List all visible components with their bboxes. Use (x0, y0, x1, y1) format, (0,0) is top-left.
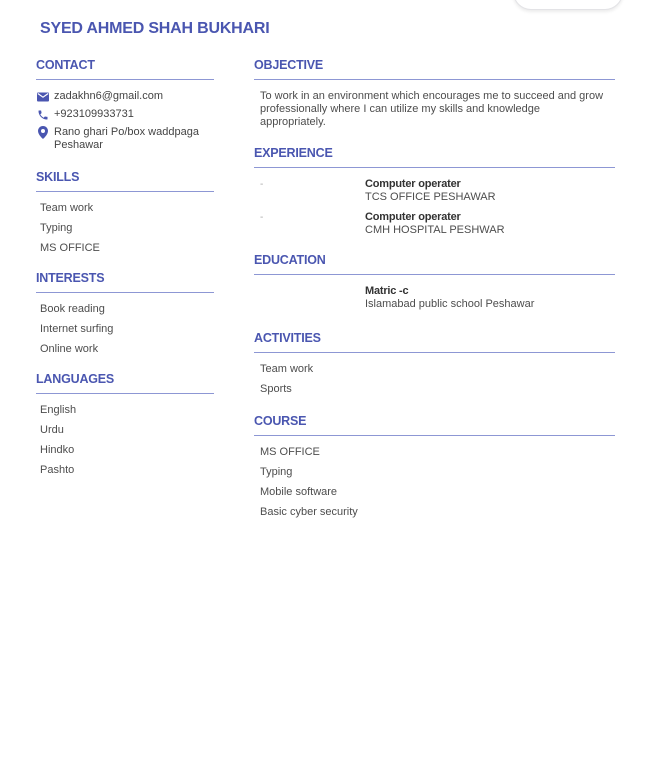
activities-heading: ACTIVITIES (254, 331, 615, 353)
languages-section (36, 372, 214, 477)
phone-text: +923109933731 (54, 108, 134, 120)
skill-item: Team work (40, 202, 94, 214)
skills-section (36, 170, 214, 255)
top-floating-button[interactable] (513, 0, 623, 10)
interests-heading: INTERESTS (36, 271, 214, 293)
course-item: Mobile software (260, 486, 338, 498)
skill-item: Typing (40, 222, 73, 234)
address-text (54, 126, 199, 152)
language-item: Pashto (40, 464, 75, 476)
languages-heading: LANGUAGES (36, 372, 214, 394)
experience-heading: EXPERIENCE (254, 146, 615, 168)
interest-item: Book reading (40, 303, 105, 315)
language-item: Hindko (40, 444, 75, 456)
interests-section (36, 271, 214, 356)
experience-dates: - (260, 212, 264, 223)
language-item: English (40, 404, 77, 416)
experience-place: CMH HOSPITAL PESHWAR (365, 224, 505, 236)
experience-place: TCS OFFICE PESHAWAR (365, 191, 496, 203)
resume-name: SYED AHMED SHAH BUKHARI (40, 20, 270, 37)
course-item: Typing (260, 466, 293, 478)
envelope-icon (36, 90, 49, 103)
contact-address (36, 126, 214, 152)
interest-item: Online work (40, 343, 99, 355)
objective-heading: OBJECTIVE (254, 58, 615, 80)
activity-item: Team work (260, 363, 314, 375)
course-section (254, 414, 615, 519)
email-text: zadakhn6@gmail.com (54, 90, 163, 102)
experience-section (254, 146, 615, 237)
course-item: Basic cyber security (260, 506, 358, 518)
course-item: MS OFFICE (260, 446, 320, 458)
course-heading: COURSE (254, 414, 615, 436)
contact-phone[interactable] (36, 108, 214, 121)
interest-item: Internet surfing (40, 323, 114, 335)
experience-entry (254, 178, 615, 204)
language-item: Urdu (40, 424, 64, 436)
objective-section (254, 58, 615, 129)
location-pin-icon (36, 126, 49, 139)
education-place: Islamabad public school Peshawar (365, 298, 535, 310)
objective-text: To work in an environment which encourages me to succeed and grow professionally where I can utilize my skills and knowledge appropriately. (260, 90, 604, 128)
address-line-2: Peshawar (54, 139, 103, 151)
experience-entry (254, 211, 615, 237)
experience-title: Computer operater (365, 211, 461, 223)
experience-title: Computer operater (365, 178, 461, 190)
skill-item: MS OFFICE (40, 242, 100, 254)
contact-section (36, 58, 214, 152)
activities-section (254, 331, 615, 396)
education-section (254, 253, 615, 311)
contact-heading: CONTACT (36, 58, 214, 80)
right-column (254, 58, 615, 533)
activity-item: Sports (260, 383, 292, 395)
phone-icon (36, 108, 49, 121)
education-title: Matric -c (365, 285, 409, 297)
address-line-1: Rano ghari Po/box waddpaga (54, 126, 199, 138)
experience-dates: - (260, 179, 264, 190)
contact-email[interactable] (36, 90, 214, 103)
left-column (36, 58, 214, 489)
education-entry (254, 285, 615, 311)
skills-heading: SKILLS (36, 170, 214, 192)
education-dates (254, 285, 365, 311)
education-heading: EDUCATION (254, 253, 615, 275)
